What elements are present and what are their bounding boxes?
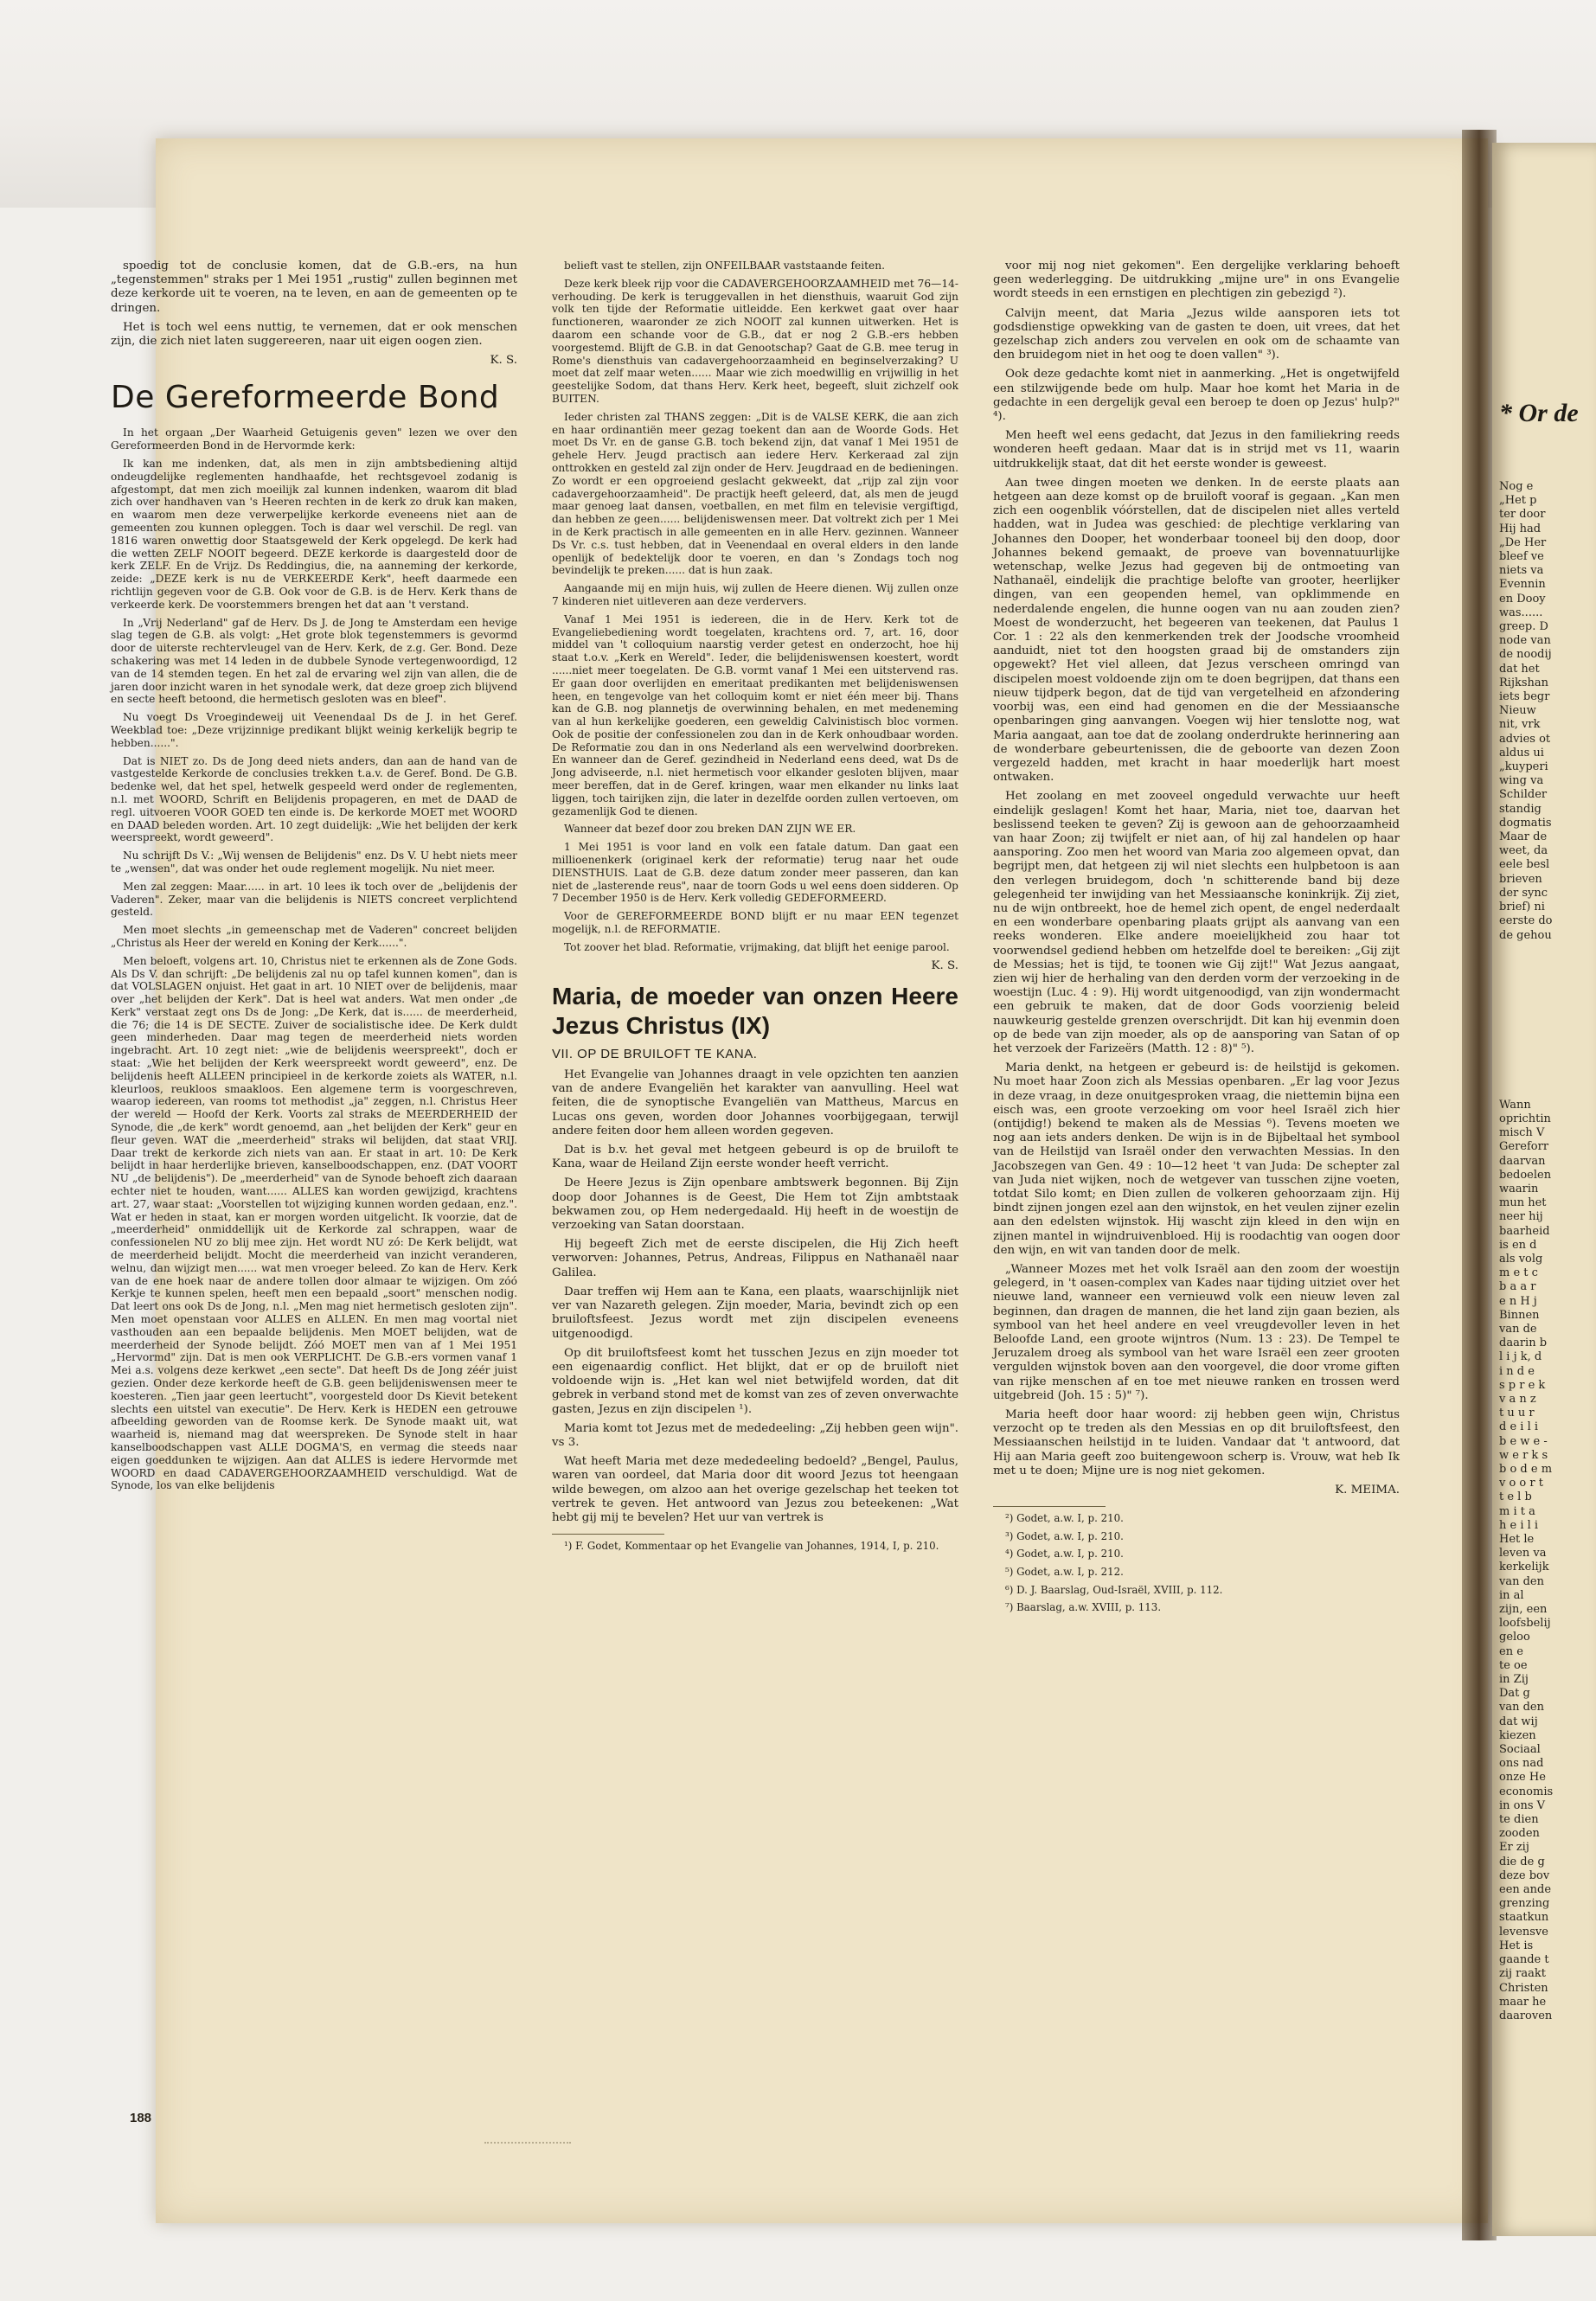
article-signature-bond: K. S.	[931, 958, 958, 972]
adjacent-page-line: en e	[1499, 1644, 1523, 1658]
paragraph: Dat is b.v. het geval met hetgeen gebeurd is op de bruiloft te Kana, waar de Heiland Zijn eerste wonder heeft verricht.	[552, 1144, 958, 1171]
adjacent-page-line: daarvan	[1499, 1154, 1546, 1168]
adjacent-page-line: daarin b	[1499, 1336, 1548, 1350]
paragraph: 1 Mei 1951 is voor land en volk een fatale datum. Dan gaat een millioenenkerk (originael kerk der reformatie) terug naar het oude DIENSTHUIS. Laat de G.B. deze datum zonder meer passeren, dan kan niet de „lasterende reus", naar de toorn Gods u wel eens doen sidderen. Op 7 December 1950 is de Herv. Kerk volledig GEDEFORMEERD.	[552, 841, 958, 905]
adjacent-page-line: geloo	[1499, 1631, 1530, 1644]
adjacent-page-line: b o d e m	[1499, 1462, 1553, 1476]
adjacent-page-line: ons nad	[1499, 1757, 1544, 1771]
paragraph: Het is toch wel eens nuttig, te vernemen, dat er ook menschen zijn, die zich niet laten suggereeren, naar uit eigen oogen zien.	[111, 320, 517, 349]
footnote: ⁴) Godet, a.w. I, p. 210.	[1005, 1548, 1124, 1561]
intro-signature: K. S.	[490, 354, 517, 368]
paragraph: Het Evangelie van Johannes draagt in vele opzichten ten aanzien van de andere Evangeliën het karakter van aanvulling. Heel wat feiten, die de synoptische Evangeliën van Mattheus, Marcus en Lucas ons geven, worden door Johannes voorbijgegaan, terwijl andere feiten door hem alleen worden gegeven.	[552, 1068, 958, 1138]
adjacent-page-line: nit, vrk	[1499, 718, 1541, 732]
paragraph: Wanneer dat bezef door zou breken DAN ZIJN WE ER.	[564, 823, 856, 836]
adjacent-page-line: bedoelen	[1499, 1168, 1552, 1182]
paragraph: Het zoolang en met zooveel ongeduld verwachte uur heeft eindelijk geslagen! Komt het haar, Maria, niet toe, daarvan het beslissend teeken te geven? Zij is gewoon aan de gehoorzaamheid van haar Zoon; zij twijfelt er niet aan, of hij zal handelen op haar aansporing. Zoo men het woord van Maria zoo algemeen opvat, dan begrijpt men, dat hetgeen zij wil niet slechts een hulpbetoon is aan den verlegen bruidegom, doch 'n schitterende band bij deze gelegenheid ter inwijding van het Messiaansche koninkrijk. Zij ziet, nu de wijn ontbreekt, hoe de hemel zich opent, de engel nederdaalt en een wonderbare openbaring plaats grijpt als aanvang van een reeks wonderen. Elke andere moeielijkheid zou haar tot voorwendsel gediend hebben om hetzelfde doel te bereiken: „Gij zijt de Messias; het is tijd, te toonen wie Gij zijt!" Wat Jezus aangaat, zien wij hier de herhaling van den derden vorm der verzoeking in de woestijn (Luc. 4 : 9). Hij wordt uitgenoodigd, van zijn wondermacht een gebruik te maken, dat de door Gods voorzienig beleid nauwkeurig gestelde grenzen overschrijdt. Dit kan hij evenmin doen op de bede van zijn moeder, als op de aansporing van Satan of op het verzoek der Farizeërs (Matth. 12 : 8)" ⁵).	[993, 790, 1400, 1055]
adjacent-page-line: zooden	[1499, 1827, 1540, 1841]
adjacent-page-line: dat wij	[1499, 1715, 1538, 1728]
intro-text	[111, 260, 517, 349]
adjacent-page-line: in ons V	[1499, 1798, 1546, 1812]
adjacent-page-gap	[1499, 943, 1553, 1099]
paragraph: Hij begeeft Zich met de eerste discipelen, die Hij Zich heeft verworven: Johannes, Petrus, Andreas, Filippus en Nathanaël naar Galilea.	[552, 1238, 958, 1279]
adjacent-page-line: Het is	[1499, 1939, 1534, 1952]
adjacent-page-line: m i t a	[1499, 1504, 1535, 1518]
article-body-maria	[552, 1068, 958, 1525]
adjacent-page-line: dat het	[1499, 662, 1540, 676]
adjacent-page-line: ter door	[1499, 508, 1546, 522]
adjacent-page-line: b a a r	[1499, 1280, 1536, 1294]
adjacent-page-line: van de	[1499, 1322, 1537, 1336]
adjacent-page-line: weet, da	[1499, 844, 1548, 858]
paragraph: De Heere Jezus is Zijn openbare ambtswerk begonnen. Bij Zijn doop door Johannes is de Geest, Die Hem tot Zijn ambtstaak bekwamen zou, op Hem nedergedaald. Hij heeft in de woestijn de verzoeking van Satan doorstaan.	[552, 1176, 958, 1233]
adjacent-page-line: node van	[1499, 634, 1551, 648]
adjacent-page-title: * Or de	[1499, 399, 1579, 427]
adjacent-page-line: t u u r	[1499, 1407, 1535, 1420]
paragraph: Ieder christen zal THANS zeggen: „Dit is de VALSE KERK, die aan zich en haar ordinantiën meer gezag toekent dan aan de Woorde Gods. Het moet Ds Vr. en de ganse G.B. toch bekend zijn, dat vanaf 1 Mei 1951 de gehele Herv. Jeugd practisch aan iedere Herv. Kerkeraad zal zijn onttrokken en gesteld zal zijn onder de Herv. Jeugdraad en de bedieningen. Zo wordt er een opgroeiend geslacht gekweekt, dat „rijp zal zijn voor cadavergehoorzaamheid". De practijk heeft geleerd, dat, als men de jeugd maar genoeg laat dansen, voetballen, en met film en televisie vergiftigd, dan hebben ze geen...... belijdeniswensen meer. Dat voltrekt zich per 1 Mei in de Kerk practisch in alle gemeenten en in alle Herv. gezinnen. Wanneer Ds Vr. c.s. tust hebben, dat in Veenendaal en overal elders in den lande openlijk of bedektelijk door te voeren, en dan 's Zondags toch nog bevindelijk te preken...... dat is hun zaak.	[552, 410, 958, 577]
adjacent-page-line: loofsbelij	[1499, 1617, 1551, 1631]
paragraph: Vanaf 1 Mei 1951 is iedereen, die in de Herv. Kerk tot de Evangeliebediening wordt toegelaten, krachtens ord. 7, art. 16, door middel van 't colloquium naarstig verder getest en onderzocht, hoe hij staat t.o.v. „Kerk en Wereld". Ieder, die belijdeniswensen koestert, wordt ......niet meer toegelaten. De G.B. vormt vanaf 1 Mei een uitstervend ras. Er gaan door overlijden en emeritaat predikanten met belijdeniswensen heen, en tengevolge van het colloquim komt er niet één meer bij. Thans kan de G.B. nog plannetjs de overwinning behalen, en met medeneming van al hun kerkelijke goederen, een geweldig Calvinistisch bloc vormen. Ook de positie der confessionelen zou dan in de Kerk onhoudbaar worden. De Reformatie zou dan in ons Nederland als een wervelwind doorbreken. En wanneer dan de Geref. gezindheid in Nederland eens deed, wat Ds de Jong adviseerde, n.l. niet hermetisch voor elkander gesloten blijven, maar meer bereffen, dat in de Geref. kringen, waar men elkander nu links laat liggen, toch tairijken zijn, die later in dezelfde oorden zullen vertoeven, om gezamenlijk God te dienen.	[552, 612, 958, 817]
paragraph: Men zal zeggen: Maar...... in art. 10 lees ik toch over de „belijdenis der Vaderen". Zeker, maar van die belijdenis is NIETS concreet verplichtend gesteld.	[111, 880, 517, 919]
paragraph: „Wanneer Mozes met het volk Israël aan den zoom der woestijn gelegerd, in 't oasen-complex van Kades naar tijding uitziet over het nieuwe land, wanneer een vernieuwd volk een nieuw leven zal beginnen, dan dragen de mannen, die het land zijn gaan bezien, als symbool van het heel andere en veel vreugdevoller leven in het Beloofde Land, een groote wijntros (Num. 13 : 23). De Tempel te Jeruzalem droeg als symbool van het ware Israël een zeer grooten vergulden wijnstok boven aan den voorgevel, die door vrome giften van rijke menschen af en toe met nieuwe ranken en trossen werd uitgebreid (Joh. 15 : 5)" ⁷).	[993, 1263, 1400, 1402]
adjacent-page-line: i n d e	[1499, 1364, 1535, 1378]
adjacent-page-line: in Zij	[1499, 1673, 1529, 1687]
adjacent-page-text	[1499, 480, 1553, 2023]
article-body-bond-continued	[552, 260, 958, 954]
adjacent-page-line: advies ot	[1499, 732, 1551, 746]
adjacent-page-line: w e r k s	[1499, 1448, 1548, 1462]
paragraph: spoedig tot de conclusie komen, dat de G.B.-ers, na hun „tegenstemmen" straks per 1 Mei 1951 „rustig" zullen beginnen met deze kerkorde uit te voeren, na te leven, en aan de gemeenten op te dringen.	[111, 260, 517, 315]
column-1	[111, 260, 517, 1497]
adjacent-page-line: is en d	[1499, 1238, 1537, 1252]
adjacent-page-line: h e i l i	[1499, 1518, 1539, 1532]
adjacent-page-line: Rijkshan	[1499, 676, 1549, 689]
footnotes-col3	[993, 1512, 1400, 1614]
adjacent-page-line: eerste do	[1499, 914, 1553, 928]
adjacent-page-line: als volg	[1499, 1252, 1543, 1266]
adjacent-page-line: gaande t	[1499, 1953, 1549, 1967]
adjacent-page-line: te dien	[1499, 1813, 1539, 1827]
adjacent-page-line: „kuyperi	[1499, 760, 1548, 774]
paragraph: voor mij nog niet gekomen". Een dergelijke verklaring behoeft geen wederlegging. De uitdrukking „mijne ure" in ons Evangelie wordt steeds in een ernstigen en plechtigen zin gebezigd ²).	[993, 260, 1400, 301]
adjacent-page-line: wing va	[1499, 774, 1544, 788]
adjacent-page-line: maar he	[1499, 1995, 1547, 2009]
adjacent-page-line: de noodij	[1499, 648, 1552, 662]
adjacent-page-line: was......	[1499, 606, 1543, 619]
footnote: ⁵) Godet, a.w. I, p. 212.	[1005, 1566, 1124, 1579]
paragraph: Maria heeft door haar woord: zij hebben geen wijn, Christus verzocht op te treden als den Messias en op dit bruiloftsfeest, den Messiaanschen heilstijd in te luiden. Vandaar dat 't antwoord, dat Hij aan Maria geeft zoo buitengewoon scherp is. Vrouw, wat heb Ik met u te doen; Mijne ure is nog niet gekomen.	[993, 1408, 1400, 1477]
adjacent-page-line: Er zij	[1499, 1841, 1529, 1855]
paragraph: In „Vrij Nederland" gaf de Herv. Ds J. de Jong te Amsterdam een hevige slag tegen de G.B. als volgt: „Het grote blok tegenstemmers is gevormd door de uiterste rechtervleugel van de Herv. Kerk, de z.g. Ger. Bond. Deze schakering was met 14 leden in de dubbele Synode vertegenwoordigd, 12 van de 14 stemden tegen. En het zal de ervaring wel zijn van allen, die de jaren door inzicht waren in het synodale werk, dat deze groep zich blijvend en secte heeft betoond, die hermetisch gesloten was en bleef".	[111, 616, 517, 706]
adjacent-page-line: e n H j	[1499, 1294, 1537, 1308]
footnote: ²) Godet, a.w. I, p. 210.	[1005, 1512, 1124, 1525]
adjacent-page-line: greep. D	[1499, 620, 1548, 634]
paragraph: In het orgaan „Der Waarheid Getuigenis geven" lezen we over den Gereformeerden Bond in de Hervormde kerk:	[111, 426, 517, 452]
adjacent-page-line: bleef ve	[1499, 550, 1544, 564]
adjacent-page-line: Sociaal	[1499, 1743, 1541, 1757]
adjacent-page-line: in al	[1499, 1588, 1524, 1602]
paragraph: Wat heeft Maria met deze mededeeling bedoeld? „Bengel, Paulus, waren van oordeel, dat Maria door dit woord Jezus tot heengaan wilde bewegen, om alzoo aan het overige gezelschap het teeken tot vertrek te geven. Het antwoord van Jezus zou beteekenen: „Wat hebt gij mij te bevelen? Het uur van vertrek is	[552, 1455, 958, 1524]
adjacent-page-line: deze bov	[1499, 1868, 1550, 1882]
adjacent-page-line: Schilder	[1499, 788, 1548, 802]
adjacent-page-line: economis	[1499, 1785, 1554, 1798]
book-spine	[1462, 130, 1497, 2240]
paragraph: Ook deze gedachte komt niet in aanmerking. „Het is ongetwijfeld een stilzwijgende bede om hulp. Maar hoe komt het Maria in de gedachte in een dergelijk geval een beroep te doen op Jezus' hulp?" ⁴).	[993, 368, 1400, 424]
adjacent-page-line: Evennin	[1499, 578, 1546, 592]
adjacent-page-line: de gehou	[1499, 928, 1552, 942]
adjacent-page-line: Hij had	[1499, 522, 1542, 535]
adjacent-page-line: Nog e	[1499, 480, 1534, 493]
adjacent-page-line: aldus ui	[1499, 746, 1544, 760]
adjacent-page-line: Maar de	[1499, 830, 1548, 844]
adjacent-page-line: eele besl	[1499, 858, 1550, 872]
footnote: ⁶) D. J. Baarslag, Oud-Israël, XVIII, p. 112.	[1005, 1583, 1223, 1596]
adjacent-page-line: neer hij	[1499, 1210, 1543, 1224]
adjacent-page-line: Binnen	[1499, 1308, 1540, 1322]
paragraph: Nu schrijft Ds V.: „Wij wensen de Belijdenis" enz. Ds V. U hebt niets meer te „wensen", dat was onder het oude reglement mogelijk. Nu niet meer.	[111, 849, 517, 875]
adjacent-page-line: Het le	[1499, 1533, 1535, 1546]
adjacent-page-line: Gereforr	[1499, 1140, 1549, 1154]
adjacent-page	[1492, 143, 1596, 2236]
adjacent-page-line: kerkelijk	[1499, 1561, 1549, 1574]
paragraph: Men heeft wel eens gedacht, dat Jezus in den familiekring reeds wonderen heeft gedaan. Maar dat is in strijd met vs 11, waarin uitdrukkelijk staat, dat dit het eerste wonder is geweest.	[993, 429, 1400, 471]
adjacent-page-line: b e w e -	[1499, 1434, 1548, 1448]
adjacent-page-line: d e i l i	[1499, 1420, 1539, 1434]
footnote-rule	[993, 1506, 1106, 1507]
paragraph: Voor de GEREFORMEERDE BOND blijft er nu maar EEN tegenzet mogelijk, n.l. de REFORMATIE.	[552, 910, 958, 936]
adjacent-page-line: Wann	[1499, 1098, 1531, 1112]
footnote: ⁷) Baarslag, a.w. XVIII, p. 113.	[1005, 1601, 1162, 1614]
paragraph: Men beloeft, volgens art. 10, Christus niet te erkennen als de Zone Gods. Als Ds V. dan schrijft: „De belijdenis zal nu op tafel kunnen komen", dan is dat VOLSLAGEN onjuist. Het gaat in art. 10 NIET over de belijdenis, maar over „het belijden der Kerk". Dat is heel wat anders. Wat men onder „de Kerk" verstaat zegt ons Ds de Jong: „De Kerk, dat is...... de meerderheid, die 76; die 14 is DE SECTE. Zuiver de socialistische idee. De Kerk duldt geen minderheden. Daar mag tegen de meerderheid niets worden ingebracht. Art. 10 zegt niet: „wie de belijdenis weerspreekt", doch er staat: „Wie het belijden der Kerk weerspreekt wordt geweerd", enz. De belijdenis heeft ALLEEN principieel in de kerkorde zoiets als WATER, n.l. kleurloos, reukloos smaakloos. Een algemene term is voorgeschreven, waarop iedereen, van rooms tot methodist „ja" zeggen, n.l. Christus Heer der wereld — Hoofd der Kerk. Voorts zal straks de MEERDERHEID der Synode, die „de kerk" wordt genoemd, aan „het belijden der Kerk" geur en fleur geven. WAT die „meerderheid" straks wil belijden, dat staat VRIJ. Daar trekt de kerkorde zich niets van aan. Er staat in art. 10: De Kerk belijdt in haar herderlijke brieven, kanselboodschappen, enz. (DAT VOORT NU „de belijdenis"). De „meerderheid" van de Synode behoeft zich daaraan echter niet te houden, want...... ALLES kan worden gewijzigd, krachtens art. 27, waar staat: „Voorstellen tot wijziging kunnen worden gedaan, enz.". Wat er heden in staat, kan er morgen worden uitgelicht. Ik voorzie, dat de „meerderheid" onmiddellijk uit de Kerkorde zal schrappen, waar de confessionelen NU zo blij mee zijn. Het wordt NU zó: De Kerk belijdt, wat de meerderheid belijdt. Mocht die meerderheid van inzicht veranderen, welnu, dan wijzigt men...... wat men vroeger beleed. Zo kan de Herv. Kerk van de ene hoek naar de andere tollen door almaar te wijzigen. Om zóó Kerkje te kunnen spelen, heeft men een bepaald „soort" menschen nodig. Dat leert ons ook Ds de Jong, n.l. „Men mag niet hermetisch gesloten zijn". Men moet openstaan voor ALLES en ALLEN. En men mag voortal niet vasthouden aan een bepaalde belijdenis. Men MOET belijden, wat de meerderheid der Synode belijdt. Zóó MOET men van af 1 Mei 1951 „Hervormd" zijn. Dat is men ook VERPLICHT. De G.B.-ers vormen vanaf 1 Mei a.s. volgens deze kerkwet „een secte". Dat heeft Ds de Jong zéér juist gezien. Onder deze kerkorde heeft de G.B. geen belijdeniswensen meer te koesteren. „Tien jaar geen leertucht", voorgesteld door Ds Kievit betekent slechts een uitstel van executie". De Herv. Kerk is HEDEN een getrouwe afbeelding geworden van de Roomse kerk. De Synode maakt uit, wat waarheid is, niemand mag dat weerspreken. De Synode stelt in haar kanselboodschappen vast ALLE DOGMA'S, en vermag die steeds naar eigen goeddunken te wijzigen. Aan dat ALLES is iedere Hervormde met WOORD en daad CADAVERGEHOORZAAMHEID verschuldigd. Wat de Synode, los van elke belijdenis	[111, 954, 517, 1492]
article-body-maria-continued	[993, 260, 1400, 1478]
adjacent-page-line: kiezen	[1499, 1728, 1536, 1742]
adjacent-page-line: oprichtin	[1499, 1112, 1551, 1125]
adjacent-page-line: s p r e k	[1499, 1378, 1546, 1392]
article-body-bond	[111, 426, 517, 1492]
footnote: ³) Godet, a.w. I, p. 210.	[1005, 1529, 1124, 1542]
adjacent-page-line: l i j k, d	[1499, 1350, 1542, 1364]
adjacent-page-line: Christen	[1499, 1981, 1548, 1995]
adjacent-page-line: te oe	[1499, 1658, 1528, 1672]
footnote: ¹) F. Godet, Kommentaar op het Evangelie van Johannes, 1914, I, p. 210.	[564, 1540, 939, 1553]
paragraph: Ik kan me indenken, dat, als men in zijn ambtsbediening altijd ondeugdelijke reglementen handhaafde, het rechtsgevoel zodanig is afgestompt, dat men zich moeilijk zal kunnen indenken, waarom dit blad zich over handhaven van 's Heeren rechten in de kerk zo druk kan maken, en waarom men deze verwerpelijke kerkorde eveneens niet aan de gemeenten zou kunnen opleggen. Toch is daar wel verschil. De regl. van 1816 waren onwettig door Staatsgeweld der Kerk opgelegd. De kerk had die wetten ZELF NOOIT begeerd. DEZE kerkorde is daargesteld door de kerk ZELF. En de Vrijz. Ds Reddingius, die, na aanneming der kerkorde, zeide: „DEZE kerk is nu de VERKEERDE Kerk", heeft daarmede een richtlijn gegeven voor de G.B. Ook voor de G.B. is de Herv. Kerk thans de verkeerde kerk. De voorstemmers brengen het dat aan 't verstand.	[111, 458, 517, 611]
page-number: 188	[130, 2111, 152, 2125]
adjacent-page-line: grenzing	[1499, 1897, 1550, 1911]
adjacent-page-line: leven va	[1499, 1547, 1547, 1561]
adjacent-page-line: levensve	[1499, 1925, 1548, 1939]
adjacent-page-line: „De Her	[1499, 535, 1547, 549]
paragraph: Men moet slechts „in gemeenschap met de Vaderen" concreet belijden „Christus als Heer der wereld en Koning der Kerk......".	[111, 924, 517, 949]
adjacent-page-line: iets begr	[1499, 690, 1550, 704]
paragraph: Nu voegt Ds Vroegindeweij uit Veenendaal Ds de J. in het Geref. Weekblad toe: „Deze vrijzinnige predikant blijkt weinig kerkelijk begrip te hebben......".	[111, 711, 517, 749]
adjacent-page-line: staatkun	[1499, 1911, 1549, 1925]
article-subhead-maria: VII. OP DE BRUILOFT TE KANA.	[552, 1046, 758, 1061]
column-2	[552, 260, 958, 1558]
adjacent-page-line: van den	[1499, 1701, 1544, 1715]
paragraph: Maria denkt, na hetgeen er gebeurd is: de heilstijd is gekomen. Nu moet haar Zoon zich als Messias openbaren. „Er lag voor Jezus in deze vraag, in deze onuitgesproken vraag, die niettemin bijna een eisch was, een groote verzoeking om voor heel Israël zich hier (ontijdig!) bekend te maken als de Messias ⁶). Tevens moeten we nog aan iets anders denken. De wijn is in de Bijbeltaal het symbool van de Heilstijd van Israël onder den verwachten Messias. In den Jacobszegen van Gen. 49 : 10—12 heet 't van Juda: De schepter zal van Juda niet wijken, noch de wetgever van tusschen zijne voeten, totdat Silo komt; en Dien zullen de volkeren gehoorzaam zijn. Hij bindt zijnen jongen ezel aan den wijnstok, en het veulen zijner ezelin aan den edelsten wijnstok. Hij wascht zijn kleed in den wijn en zijnen mantel in wijndruivenbloed. Hij is roodachtig van oogen door den wijn, en wit van tanden door de melk.	[993, 1061, 1400, 1257]
adjacent-page-line: zij raakt	[1499, 1967, 1546, 1981]
paragraph: Maria komt tot Jezus met de mededeeling: „Zij hebben geen wijn". vs 3.	[552, 1421, 958, 1449]
paragraph: Daar treffen wij Hem aan te Kana, een plaats, waarschijnlijk niet ver van Nazareth gelegen. Zijn moeder, Maria, bevindt zich op een bruiloftsfeest. Jezus wordt met zijn discipelen eveneens uitgenoodigd.	[552, 1285, 958, 1341]
adjacent-page-line: brieven	[1499, 872, 1542, 886]
adjacent-page-line: zijn, een	[1499, 1603, 1548, 1617]
adjacent-page-line: t e l b	[1499, 1490, 1532, 1504]
paragraph: Tot zoover het blad. Reformatie, vrijmaking, dat blijft het eenige parool.	[564, 940, 950, 953]
footnotes-col2	[552, 1540, 958, 1553]
footnote-rule	[552, 1534, 664, 1535]
adjacent-page-line: v o o r t	[1499, 1477, 1543, 1490]
adjacent-page-line: een ande	[1499, 1883, 1552, 1897]
adjacent-page-line: en Dooy	[1499, 592, 1546, 606]
adjacent-page-line: niets va	[1499, 564, 1544, 578]
paragraph: Dat is NIET zo. Ds de Jong deed niets anders, dan aan de hand van de vastgestelde Kerkorde de conclusies trekken t.a.v. de Geref. Bond. De G.B. bedenke wel, dat het spel, hetwelk gespeeld werd onder de reglementen, n.l. met WOORD, Schrift en Belijdenis propageren, en met de DAAD de regl. uitvoeren VOOR GOED ten einde is. De kerkorde MOET met WOORD en DAAD beleden worden. Art. 10 zegt duidelijk: „Wie het belijden der kerk weerspreekt, wordt geweerd".	[111, 754, 517, 844]
adjacent-page-line: Dat g	[1499, 1687, 1530, 1701]
adjacent-page-line: daaroven	[1499, 2009, 1553, 2022]
paragraph: Aan twee dingen moeten we denken. In de eerste plaats aan hetgeen aan deze komst op de bruiloft vooraf is gegaan. „Kan men zich een oogenblik vóórstellen, dat de discipelen niet alles verteld hadden, wat in Judea was geschied: de plechtige verklaring van Johannes den Dooper, het wonderbaar tooneel bij den doop, door Johannes bekend gemaakt, de proeve van bovennatuurlijke wetenschap, welke Jezus had gegeven bij de ontmoeting van Nathanaël, eindelijk die prachtige belofte van grooter, heerlijker dingen, van een geopenden hemel, van opklimmende en nederdalende engelen, die hunne oogen van nu aan zouden zien? Moest de wonderzucht, het begeeren van teekenen, dat Paulus 1 Cor. 1 : 22 als den kenmerkenden trek der Joodsche vroomheid aanduidt, niet tot den hoogsten graad bij de omstanders zijn opgewekt? Het viel alleen, dat Jezus verscheen omringd van discipelen moest voldoende zijn om te doen begrijpen, dat thans een nieuw tijdperk begon, dat de tijd van vergetelheid en afzondering voorbij was, een eind had genomen en die der Messiaansche openbaringen ging aanvangen. Voegen wij hier tenslotte nog, wat Maria aangaat, aan toe dat de zoolang onderdrukte herinnering aan de wonderbare gebeurtenissen, die de geboorte van dezen Zoon vergezeld hadden, met kracht in haar moederlijk hart moest ontwaken.	[993, 476, 1400, 785]
adjacent-page-line: mun het	[1499, 1196, 1547, 1210]
paragraph: Calvijn meent, dat Maria „Jezus wilde aansporen iets tot godsdienstige opwekking van de gasten te doen, uit vrees, dat het gezelschap zich anders zou vervelen en ook om de schaamte van den bruidegom niet in het oog te doen vallen" ³).	[993, 306, 1400, 362]
column-3	[993, 260, 1400, 1619]
article-signature-maria: K. MEIMA.	[1335, 1484, 1400, 1497]
adjacent-page-line: baarheid	[1499, 1224, 1550, 1238]
adjacent-page-line: der sync	[1499, 886, 1548, 900]
adjacent-page-line: „Het p	[1499, 494, 1537, 508]
adjacent-page-line: dogmatis	[1499, 816, 1552, 830]
adjacent-page-line: brief) ni	[1499, 901, 1545, 914]
article-headline-bond: De Gereformeerde Bond	[111, 380, 500, 416]
adjacent-page-line: misch V	[1499, 1126, 1545, 1140]
adjacent-page-line: standig	[1499, 802, 1542, 816]
adjacent-page-line: die de g	[1499, 1855, 1545, 1868]
paragraph: Aangaande mij en mijn huis, wij zullen de Heere dienen. Wij zullen onze 7 kinderen niet uitleveren aan deze verdervers.	[552, 582, 958, 607]
article-headline-maria: Maria, de moeder van onzen Heere Jezus Christus (IX)	[552, 982, 958, 1039]
adjacent-page-line: v a n z	[1499, 1392, 1536, 1406]
paragraph: Deze kerk bleek rijp voor die CADAVERGEHOORZAAMHEID met 76—14-verhouding. De kerk is teruggevallen in het diensthuis, waaruit God zijn volk ten tijde der Reformatie uitleidde. Een kerkwet gaat over haar functioneren, waaronder ze zich NOOIT zal kunnen uitwerken. Het is daarom een schande voor de G.B., dat er nog 2 G.B.-ers hebben voorgestemd. Blijft de G.B. in dat Genootschap? Gaat de G.B. mee terug in Rome's diensthuis van cadavergehoorzaamheid en beginselverzaking? U moet dat zelf maar weten...... Maar wie zich moedwillig en vrijwillig in het geestelijke Sodom, dat thans Herv. Kerk heet, begeeft, sluit zichzelf ook BUITEN.	[552, 277, 958, 405]
paragraph: belieft vast te stellen, zijn ONFEILBAAR vaststaande feiten.	[564, 260, 885, 272]
adjacent-page-line: waarin	[1499, 1182, 1539, 1195]
adjacent-page-line: Nieuw	[1499, 704, 1536, 718]
adjacent-page-line: onze He	[1499, 1771, 1546, 1785]
paragraph: Op dit bruiloftsfeest komt het tusschen Jezus en zijn moeder tot een eigenaardig conflict. Het blijkt, dat er op de bruiloft niet voldoende wijn is. „Het kan wel niet betwijfeld worden, dat dit gebrek in verband stond met de komst van zes of zeven onverwachte gasten, Jezus en zijn discipelen ¹).	[552, 1346, 958, 1416]
adjacent-page-line: van den	[1499, 1574, 1544, 1588]
adjacent-page-line: m e t c	[1499, 1266, 1538, 1280]
page-mark	[484, 2137, 571, 2144]
